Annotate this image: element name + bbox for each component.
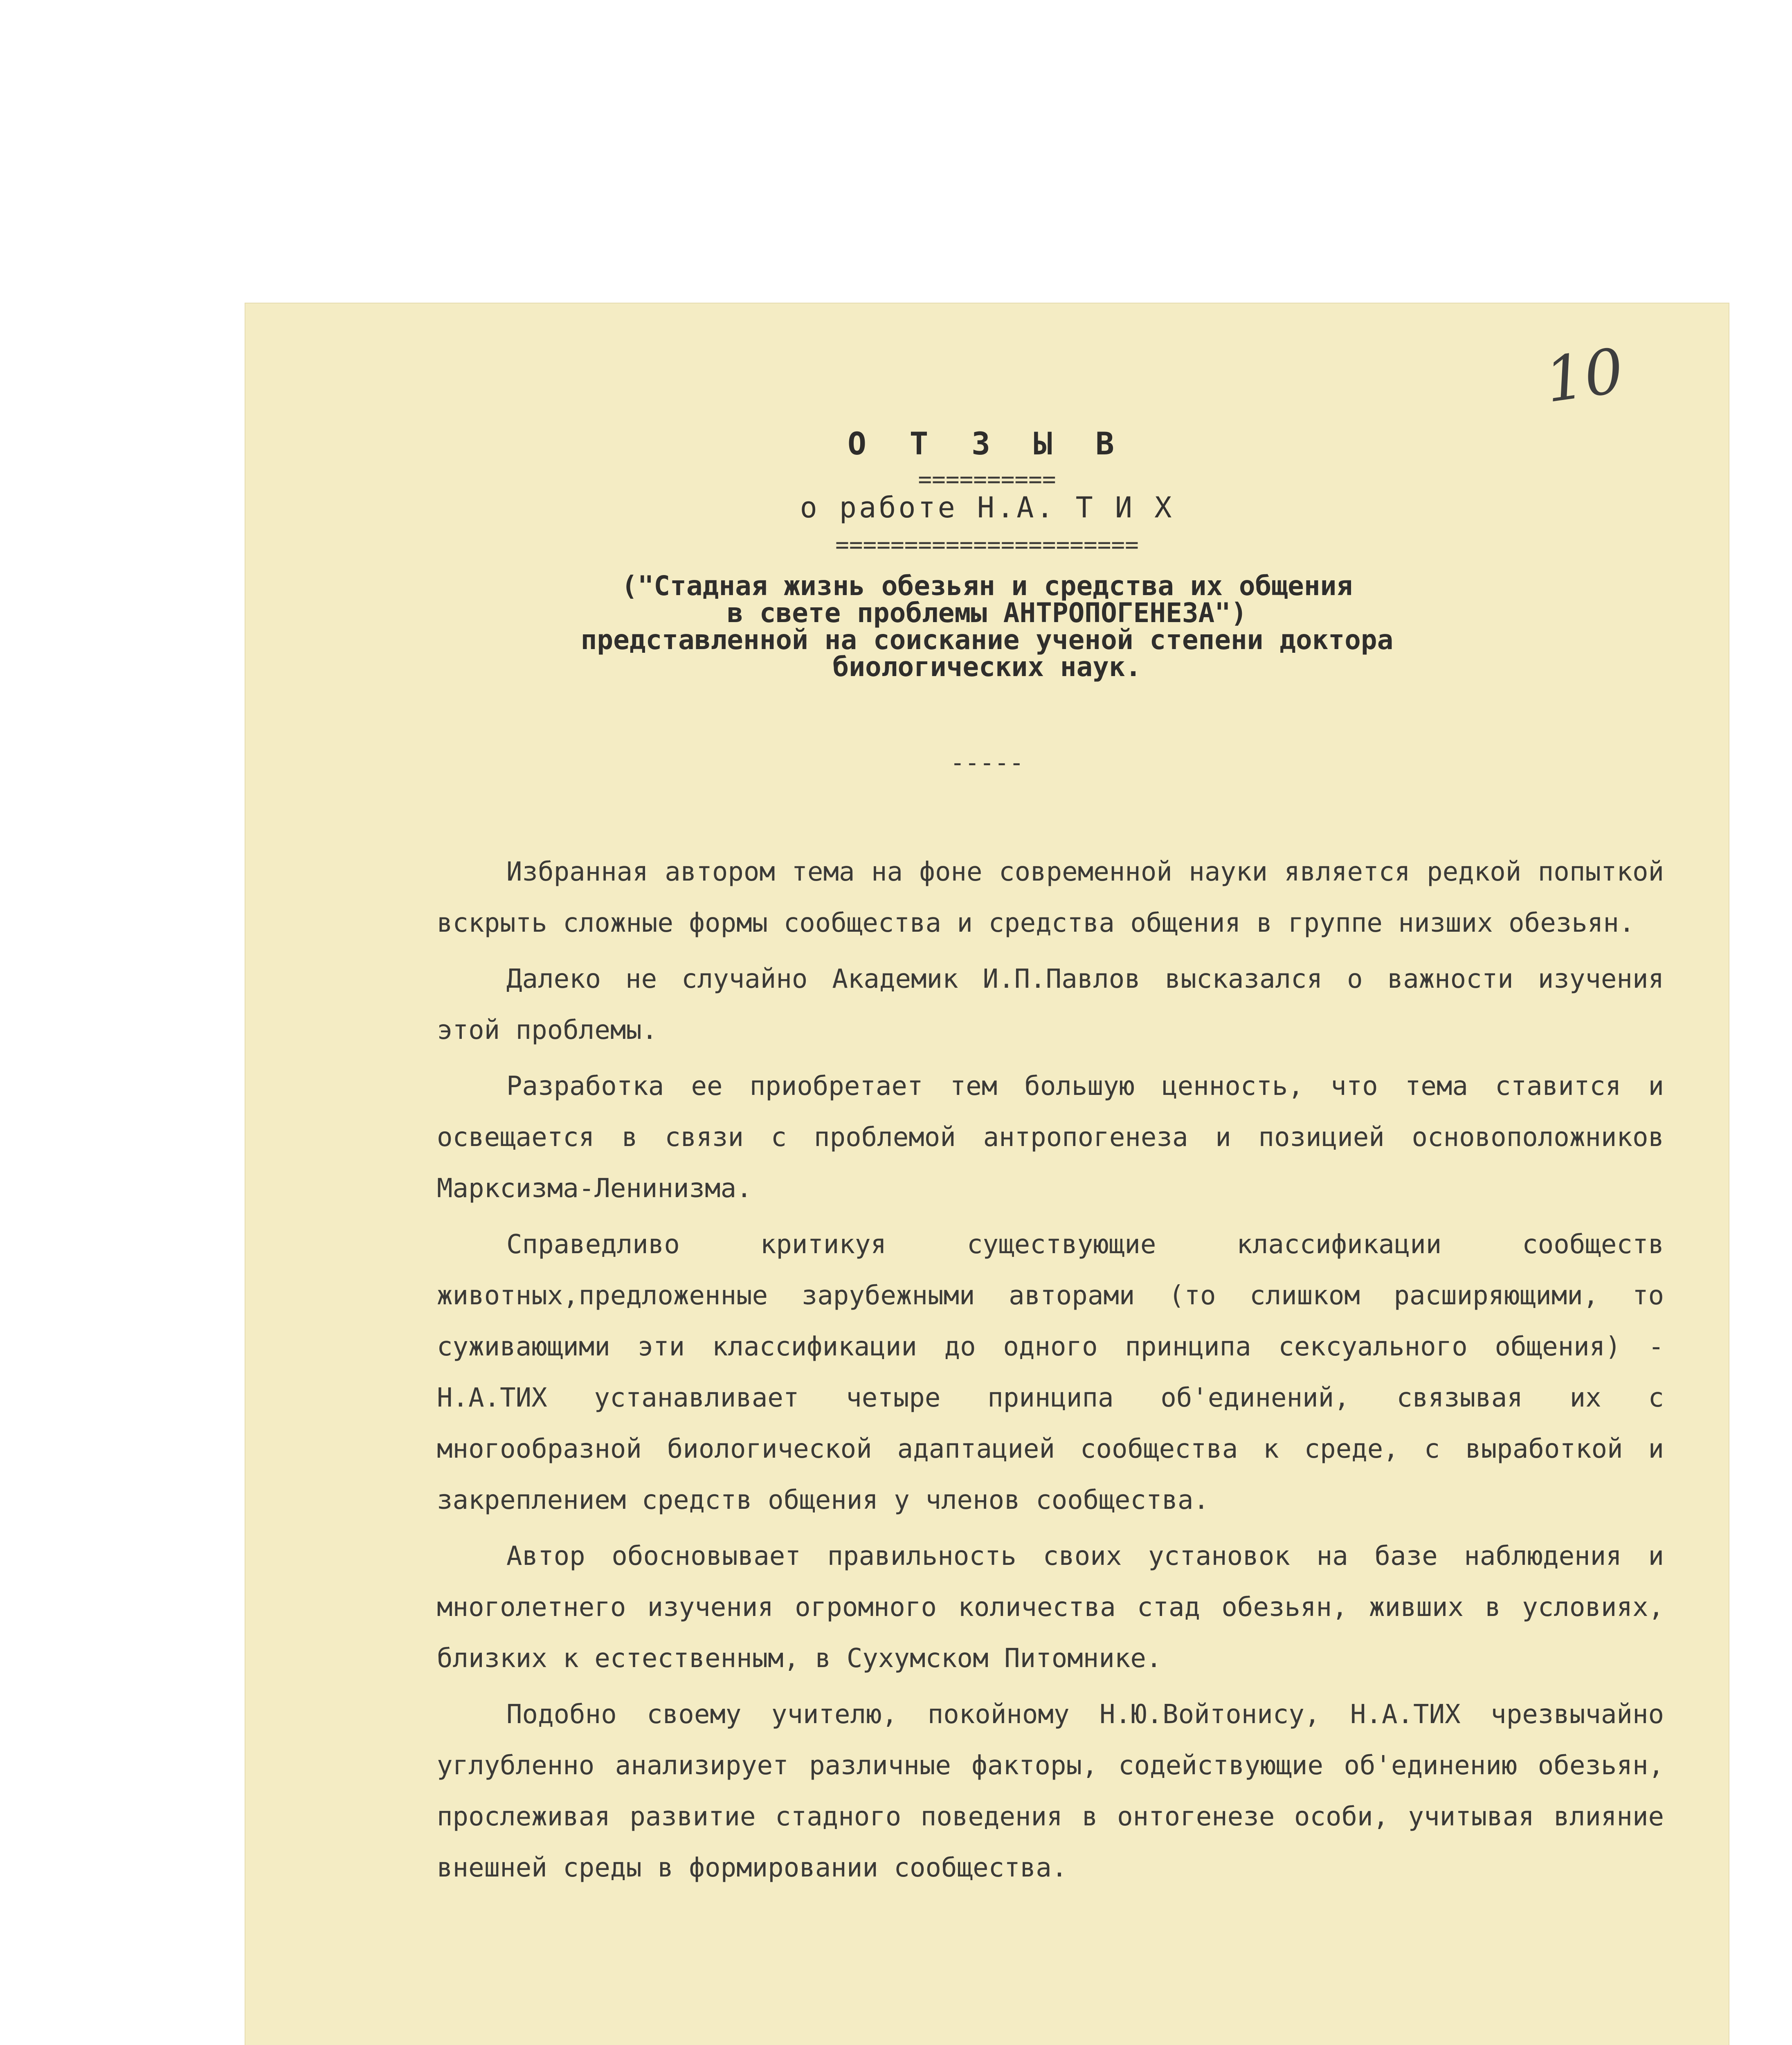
handwritten-page-number: 10	[1540, 335, 1628, 417]
section-separator: -----	[950, 748, 1024, 777]
title-underline: ==========	[918, 466, 1056, 493]
thesis-line: представленной на соискание ученой степени доктора	[580, 624, 1394, 656]
paragraph: Подобно своему учителю, покойному Н.Ю.Войтонису, Н.А.ТИХ чрезвычайно углубленно анализирует различные факторы, содействующие об'единению обезьян, прослеживая развитие стадного поведения в онтогенезе особи, учитывая влияние внешней среды в формировании сообщества.	[437, 1699, 1664, 1883]
review-body	[437, 847, 1664, 1894]
document-subtitle: о работе Н.А. Т И Х	[800, 491, 1174, 524]
document-page	[245, 303, 1729, 2045]
paragraph: Автор обосновывает правильность своих установок на базе наблюдения и многолетнего изучения огромного количества стад обезьян, живших в условиях, близких к естественным, в Сухумском Питомнике.	[437, 1541, 1664, 1674]
paragraph: Справедливо критикуя существующие классификации сообществ животных,предложенные зарубежными авторами (то слишком расширяющими, то суживающими эти классификации до одного принципа сексуального общения) - Н.А.ТИХ устанавливает четыре принципа об'единений, связывая их с многообразной биологической адаптацией сообщества к среде, с выработкой и закреплением средств общения у членов сообщества.	[437, 1229, 1664, 1515]
thesis-line: биологических наук.	[832, 651, 1142, 683]
thesis-line: ("Стадная жизнь обезьян и средства их общения	[621, 570, 1353, 602]
paragraph: Далеко не случайно Академик И.П.Павлов высказался о важности изучения этой проблемы.	[437, 964, 1664, 1045]
subtitle-underline: ======================	[835, 532, 1139, 558]
thesis-title-block	[245, 570, 1729, 683]
paragraph: Избранная автором тема на фоне современной науки является редкой попыткой вскрыть сложные формы сообщества и средства общения в группе низших обезьян.	[437, 857, 1664, 938]
paragraph: Разработка ее приобретает тем большую ценность, что тема ставится и освещается в связи с проблемой антропогенеза и позицией основоположников Марксизма-Ленинизма.	[437, 1071, 1664, 1204]
document-title: О Т З Ы В	[848, 425, 1126, 462]
thesis-line: в свете проблемы АНТРОПОГЕНЕЗА")	[727, 597, 1247, 629]
